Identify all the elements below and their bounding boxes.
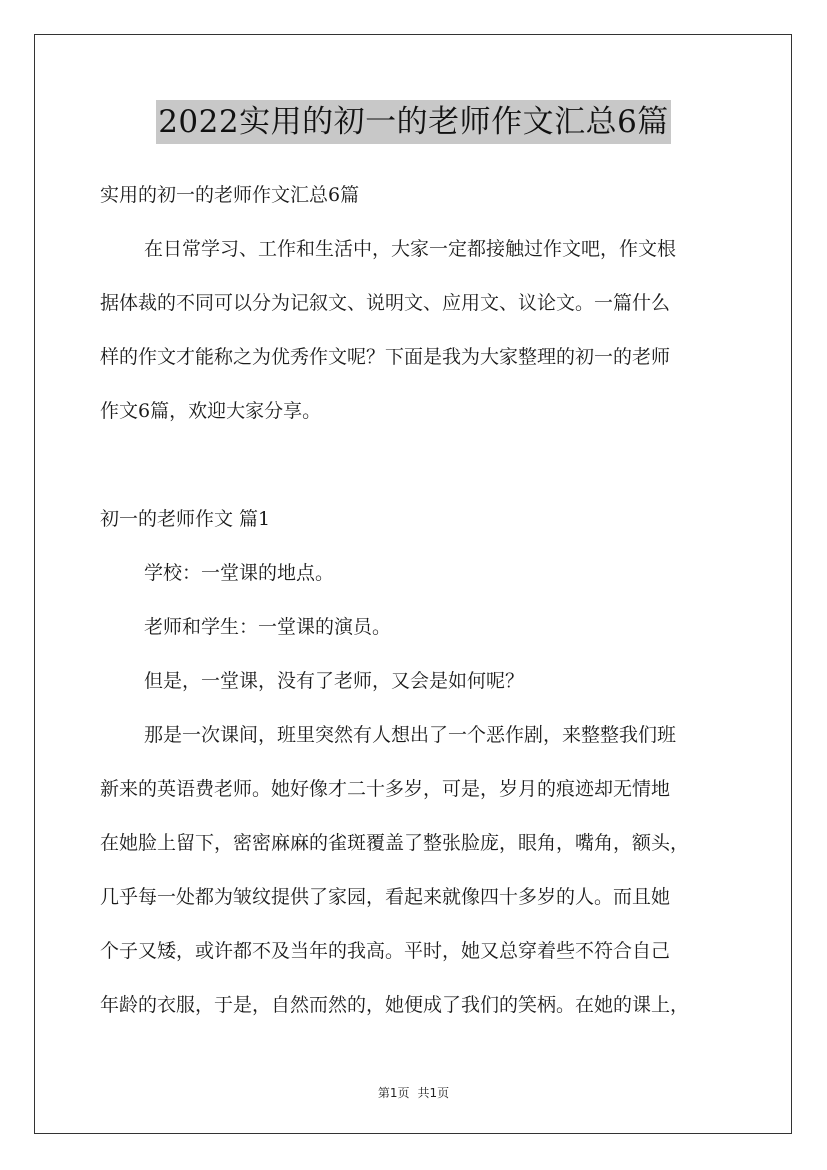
body-line: 那是一次课间，班里突然有人想出了一个恶作剧，来整整我们班 xyxy=(144,724,677,746)
intro-line: 样的作文才能称之为优秀作文呢？下面是我为大家整理的初一的老师 xyxy=(100,346,671,368)
body-line: 个子又矮，或许都不及当年的我高。平时，她又总穿着些不符合自己 xyxy=(100,940,671,962)
intro-line: 据体裁的不同可以分为记叙文、说明文、应用文、议论文。一篇什么 xyxy=(100,292,671,314)
document-subtitle: 实用的初一的老师作文汇总6篇 xyxy=(100,184,360,206)
paragraph: 但是，一堂课，没有了老师，又会是如何呢？ xyxy=(144,670,525,692)
intro-line: 在日常学习、工作和生活中，大家一定都接触过作文吧，作文根 xyxy=(144,238,677,260)
page-number: 第1页 xyxy=(377,1086,410,1100)
document-title: 2022实用的初一的老师作文汇总6篇 xyxy=(156,100,671,144)
page-footer xyxy=(0,1084,827,1101)
body-line: 年龄的衣服，于是，自然而然的，她便成了我们的笑柄。在她的课上， xyxy=(100,994,690,1016)
paragraph: 学校：一堂课的地点。 xyxy=(144,562,335,584)
intro-line: 作文6篇，欢迎大家分享。 xyxy=(100,400,322,422)
page-total: 共1页 xyxy=(417,1086,450,1100)
body-line: 新来的英语费老师。她好像才二十多岁，可是，岁月的痕迹却无情地 xyxy=(100,778,671,800)
body-line: 几乎每一处都为皱纹提供了家园，看起来就像四十多岁的人。而且她 xyxy=(100,886,671,908)
body-line: 在她脸上留下，密密麻麻的雀斑覆盖了整张脸庞，眼角，嘴角，额头， xyxy=(100,832,690,854)
paragraph: 老师和学生：一堂课的演员。 xyxy=(144,616,392,638)
title-container xyxy=(0,100,827,144)
section-heading: 初一的老师作文 篇1 xyxy=(100,508,271,530)
